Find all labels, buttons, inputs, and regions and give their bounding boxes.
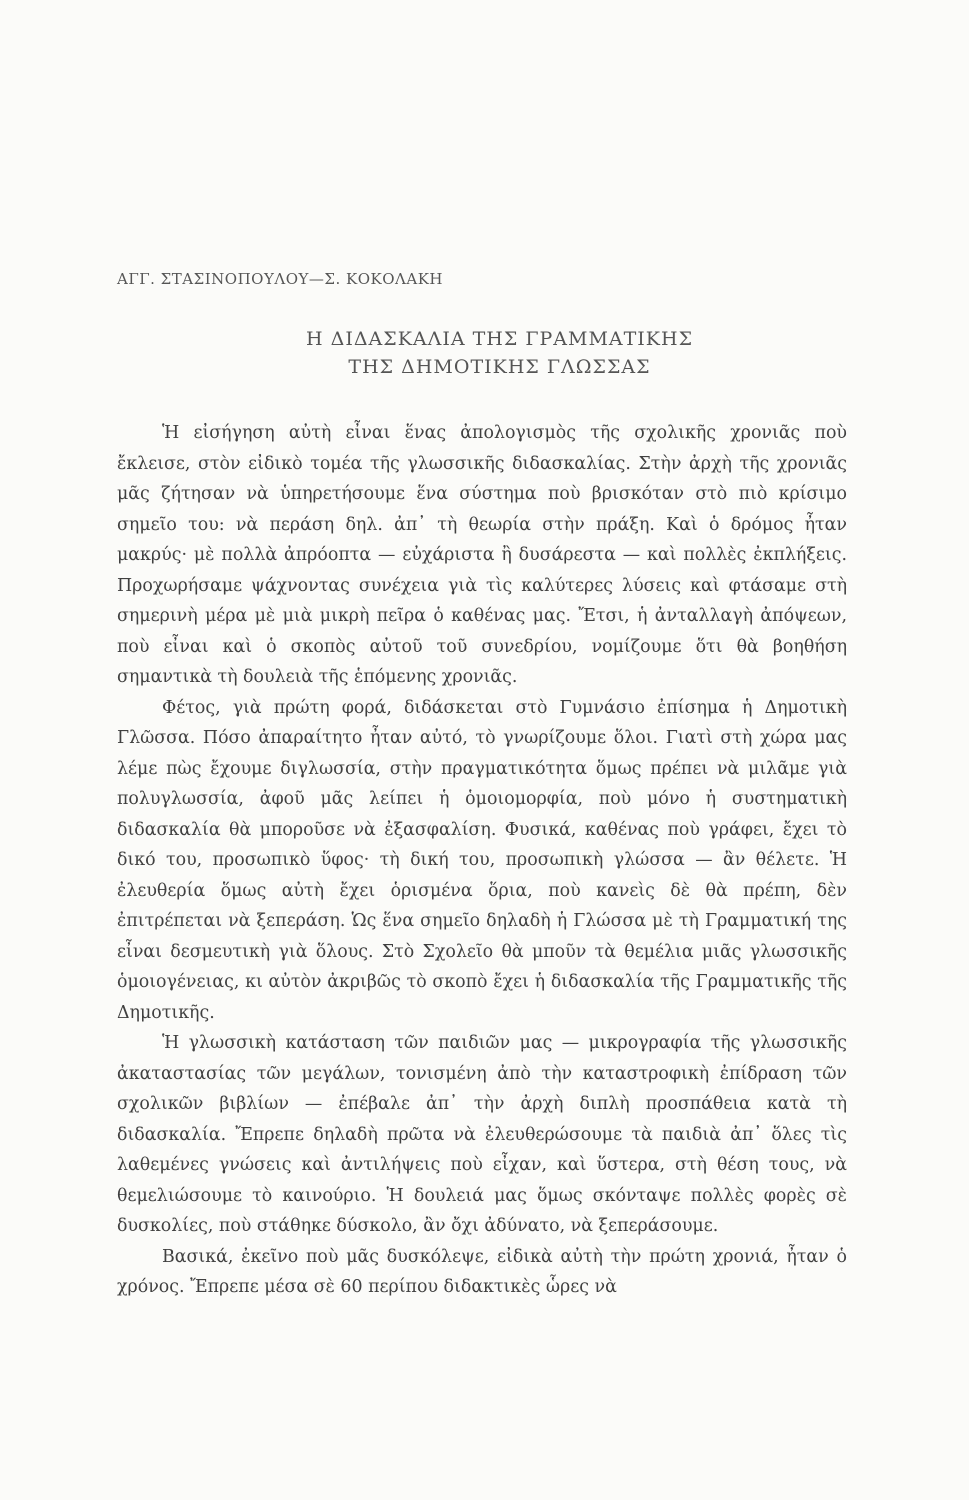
paragraph: Ἡ εἰσήγηση αὐτὴ εἶναι ἕνας ἀπολογισμὸς τῆς σχολικῆς χρονιᾶς ποὺ ἔκλεισε, στὸν εἰδικὸ τομέα τῆς γλωσσικῆς διδασκαλίας. Στὴν ἀρχὴ τῆς χρονιᾶς μᾶς ζήτησαν νὰ ὑπηρετήσουμε ἕνα σύστημα ποὺ βρισκόταν στὸ πιὸ κρίσιμο σημεῖο του: νὰ περάση δηλ. ἀπ᾽ τὴ θεωρία στὴν πράξη. Καὶ ὁ δρόμος ἦταν μακρύς· μὲ πολλὰ ἀπρόοπτα — εὐχάριστα ἢ δυσάρεστα — καὶ πολλὲς ἐκπλήξεις. Προχωρήσαμε ψάχνοντας συνέχεια γιὰ τὶς καλύτερες λύσεις καὶ φτάσαμε στὴ σημερινὴ μέρα μὲ μιὰ μικρὴ πεῖρα ὁ καθένας μας. Ἔτσι, ἡ ἀνταλλαγὴ ἀπόψεων, ποὺ εἶναι καὶ ὁ σκοπὸς αὐτοῦ τοῦ συνεδρίου, νομίζουμε ὅτι θὰ βοηθήση σημαντικὰ τὴ δουλειὰ τῆς ἑπόμενης χρονιᾶς. (117, 423, 847, 687)
paragraph: Ἡ γλωσσικὴ κατάσταση τῶν παιδιῶν μας — μικρογραφία τῆς γλωσσικῆς ἀκαταστασίας τῶν μεγάλων, τονισμένη ἀπὸ τὴν καταστροφικὴ ἐπίδραση τῶν σχολικῶν βιβλίων — ἐπέβαλε ἀπ᾽ τὴν ἀρχὴ διπλὴ προσπάθεια κατὰ τὴ διδασκαλία. Ἔπρεπε δηλαδὴ πρῶτα νὰ ἐλευθερώσουμε τὰ παιδιὰ ἀπ᾽ ὅλες τὶς λαθεμένες γνώσεις καὶ ἀντιλήψεις ποὺ εἶχαν, καὶ ὕστερα, στὴ θέση τους, νὰ θεμελιώσουμε τὸ καινούριο. Ἡ δουλειά μας ὅμως σκόνταψε πολλὲς φορὲς σὲ δυσκολίες, ποὺ στάθηκε δύσκολο, ἂν ὄχι ἀδύνατο, νὰ ξεπεράσουμε. (117, 1033, 847, 1236)
title-line-1: Η ΔΙΔΑΣΚΑΛΙΑ ΤΗΣ ΓΡΑΜΜΑΤΙΚΗΣ (305, 328, 694, 350)
authors-line: ΑΓΓ. ΣΤΑΣΙΝΟΠΟΥΛΟΥ—Σ. ΚΟΚΟΛΑΚΗ (117, 270, 443, 288)
article-body (117, 418, 847, 1303)
paragraph: Φέτος, γιὰ πρώτη φορά, διδάσκεται στὸ Γυμνάσιο ἐπίσημα ἡ Δημοτικὴ Γλῶσσα. Πόσο ἀπαραίτητο ἦταν αὐτό, τὸ γνωρίζουμε ὅλοι. Γιατὶ στὴ χώρα μας λέμε πὼς ἔχουμε διγλωσσία, στὴν πραγματικότητα ὅμως πρέπει νὰ μιλᾶμε γιὰ πολυγλωσσία, ἀφοῦ μᾶς λείπει ἡ ὁμοιομορφία, ποὺ μόνο ἡ συστηματικὴ διδασκαλία θὰ μποροῦσε νὰ ἐξασφαλίση. Φυσικά, καθένας ποὺ γράφει, ἔχει τὸ δικό του, προσωπικὸ ὕφος· τὴ δική του, προσωπικὴ γλώσσα — ἂν θέλετε. Ἡ ἐλευθερία ὅμως αὐτὴ ἔχει ὁρισμένα ὅρια, ποὺ κανεὶς δὲ θὰ πρέπη, δὲν ἐπιτρέπεται νὰ ξεπεράση. Ὡς ἕνα σημεῖο δηλαδὴ ἡ Γλώσσα μὲ τὴ Γραμματική της εἶναι δεσμευτικὴ γιὰ ὅλους. Στὸ Σχολεῖο θὰ μποῦν τὰ θεμέλια μιᾶς γλωσσικῆς ὁμοιογένειας, κι αὐτὸν ἀκριβῶς τὸ σκοπὸ ἔχει ἡ διδασκαλία τῆς Γραμματικῆς τῆς Δημοτικῆς. (117, 697, 847, 1023)
title-line-2: ΤΗΣ ΔΗΜΟΤΙΚΗΣ ΓΛΩΣΣΑΣ (348, 356, 651, 378)
article-title (0, 325, 969, 381)
paragraph: Βασικά, ἐκεῖνο ποὺ μᾶς δυσκόλεψε, εἰδικὰ αὐτὴ τὴν πρώτη χρονιά, ἦταν ὁ χρόνος. Ἔπρεπε μέσα σὲ 60 περίπου διδακτικὲς ὧρες νὰ (117, 1246, 847, 1297)
